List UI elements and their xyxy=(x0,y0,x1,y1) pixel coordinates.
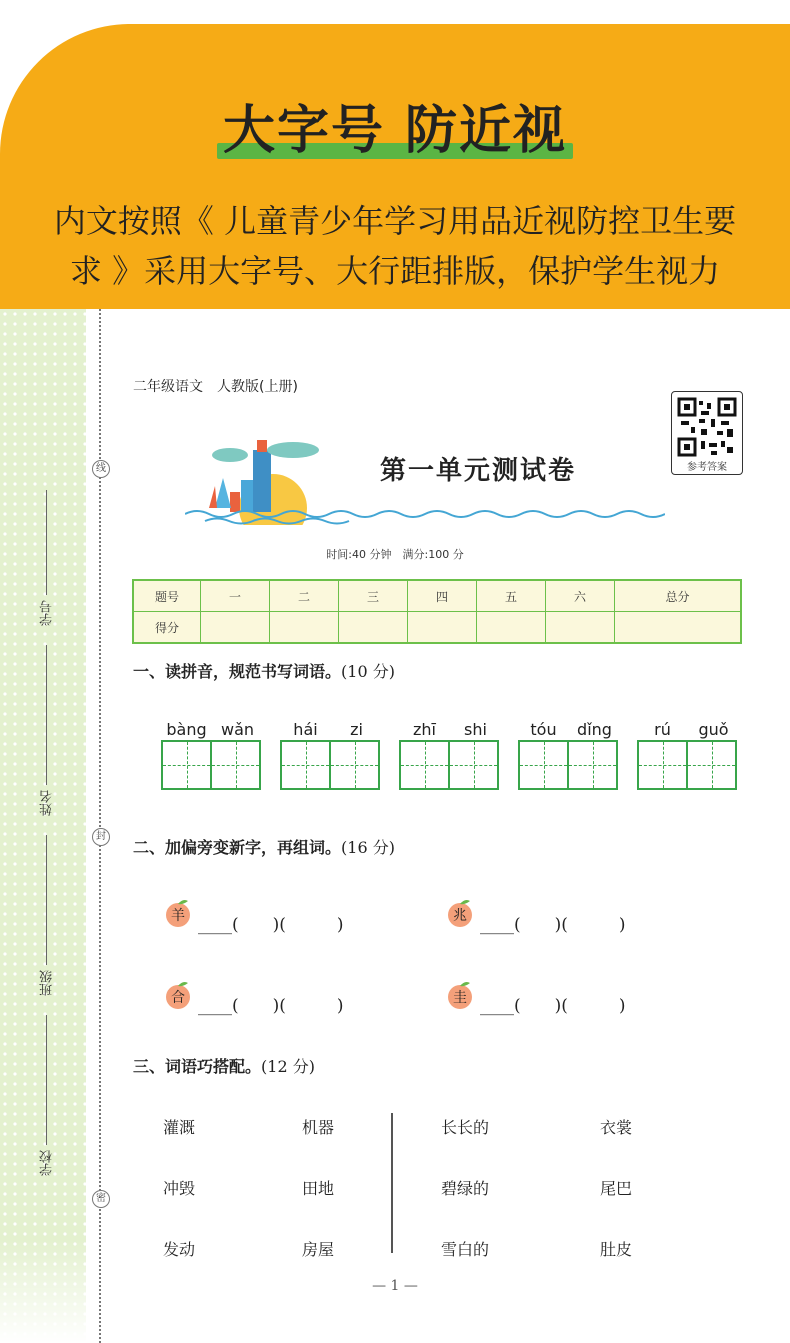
writing-grid[interactable] xyxy=(637,740,688,790)
score-input-cell[interactable] xyxy=(408,612,477,644)
writing-grid[interactable] xyxy=(686,740,737,790)
score-input-cell[interactable] xyxy=(615,612,742,644)
table-cell: 得分 xyxy=(133,612,201,644)
writing-grid[interactable] xyxy=(161,740,212,790)
pinyin-syllable: tóu xyxy=(530,720,557,739)
banner-headline: 大字号 防近视 xyxy=(0,88,790,163)
pinyin-syllable: zhī xyxy=(413,720,436,739)
match-word[interactable]: 发动 xyxy=(163,1240,196,1259)
table-row xyxy=(133,612,741,644)
match-word[interactable]: 长长的 xyxy=(441,1118,490,1137)
match-word[interactable]: 机器 xyxy=(302,1118,335,1137)
score-input-cell[interactable] xyxy=(477,612,546,644)
answer-blank[interactable]: ____( )( ) xyxy=(480,915,626,935)
writing-grid[interactable] xyxy=(399,740,450,790)
question-2-heading: 二、加偏旁变新字，再组词。(16 分) xyxy=(133,838,395,857)
question-3-heading: 三、词语巧搭配。(12 分) xyxy=(133,1057,315,1076)
writing-grid[interactable] xyxy=(280,740,331,790)
table-cell: 六 xyxy=(546,580,615,612)
answer-blank[interactable]: ____( )( ) xyxy=(198,996,344,1016)
writing-grid[interactable] xyxy=(518,740,569,790)
table-cell: 题号 xyxy=(133,580,201,612)
pinyin-syllable: dǐng xyxy=(577,720,612,739)
pinyin-syllable: bàng xyxy=(166,720,207,739)
match-word[interactable]: 衣裳 xyxy=(600,1118,633,1137)
question-1-heading: 一、读拼音，规范书写词语。(10 分) xyxy=(133,662,395,681)
match-word[interactable]: 冲毁 xyxy=(163,1179,196,1198)
table-cell: 五 xyxy=(477,580,546,612)
writing-grid[interactable] xyxy=(210,740,261,790)
match-word[interactable]: 尾巴 xyxy=(600,1179,633,1198)
apple-char-1: 羊 xyxy=(163,898,193,928)
field-line xyxy=(46,835,47,965)
match-word[interactable]: 房屋 xyxy=(302,1240,335,1259)
field-line xyxy=(46,1015,47,1145)
answer-blank[interactable]: ____( )( ) xyxy=(198,915,344,935)
student-id-label: 学号 xyxy=(40,600,55,626)
page-number: — 1 — xyxy=(372,1278,418,1294)
table-cell: 总分 xyxy=(615,580,742,612)
binding-strip xyxy=(0,309,86,1343)
seal-char-mi: 密 xyxy=(92,1190,110,1208)
banner-line-2: 求 》采用大字号、大行距排版，保护学生视力 xyxy=(69,252,721,290)
score-input-cell[interactable] xyxy=(546,612,615,644)
score-input-cell[interactable] xyxy=(270,612,339,644)
table-cell: 二 xyxy=(270,580,339,612)
writing-grid[interactable] xyxy=(329,740,380,790)
seal-char-xian: 线 xyxy=(92,460,110,478)
match-word[interactable]: 肚皮 xyxy=(600,1240,633,1259)
score-table xyxy=(132,579,742,644)
table-row xyxy=(133,580,741,612)
exam-time-score: 时间:40 分钟 满分:100 分 xyxy=(326,548,464,561)
table-cell: 一 xyxy=(201,580,270,612)
school-label: 学校 xyxy=(40,1150,55,1176)
match-word[interactable]: 灌溉 xyxy=(163,1118,196,1137)
pinyin-syllable: rú xyxy=(654,720,671,739)
match-word[interactable]: 雪白的 xyxy=(441,1240,490,1259)
pinyin-syllable: zi xyxy=(350,720,363,739)
score-input-cell[interactable] xyxy=(201,612,270,644)
apple-char-4: 圭 xyxy=(445,980,475,1010)
match-word[interactable]: 碧绿的 xyxy=(441,1179,490,1198)
table-cell: 四 xyxy=(408,580,477,612)
writing-grid[interactable] xyxy=(567,740,618,790)
apple-char-2: 兆 xyxy=(445,898,475,928)
score-input-cell[interactable] xyxy=(339,612,408,644)
pinyin-syllable: shi xyxy=(464,720,487,739)
name-label: 姓名 xyxy=(40,790,55,816)
match-word[interactable]: 田地 xyxy=(302,1179,335,1198)
class-label: 班级 xyxy=(40,970,55,996)
banner-line-1: 内文按照《 儿童青少年学习用品近视防控卫生要 xyxy=(53,202,737,240)
page-title: 第一单元测试卷 xyxy=(380,456,577,486)
grade-edition: 二年级语文 人教版(上册) xyxy=(133,379,298,395)
match-divider xyxy=(391,1113,393,1253)
pinyin-syllable: wǎn xyxy=(220,720,255,739)
top-banner xyxy=(0,24,790,309)
apple-char-3: 合 xyxy=(163,980,193,1010)
qr-code-icon xyxy=(677,397,737,457)
pinyin-syllable: hái xyxy=(293,720,318,739)
table-cell: 三 xyxy=(339,580,408,612)
qr-label: 参考答案 xyxy=(687,462,727,473)
answer-blank[interactable]: ____( )( ) xyxy=(480,996,626,1016)
field-line xyxy=(46,645,47,785)
answer-qr-code[interactable] xyxy=(671,391,743,475)
field-line xyxy=(46,490,47,595)
seal-char-feng: 封 xyxy=(92,828,110,846)
writing-grid[interactable] xyxy=(448,740,499,790)
pinyin-syllable: guǒ xyxy=(698,720,729,739)
